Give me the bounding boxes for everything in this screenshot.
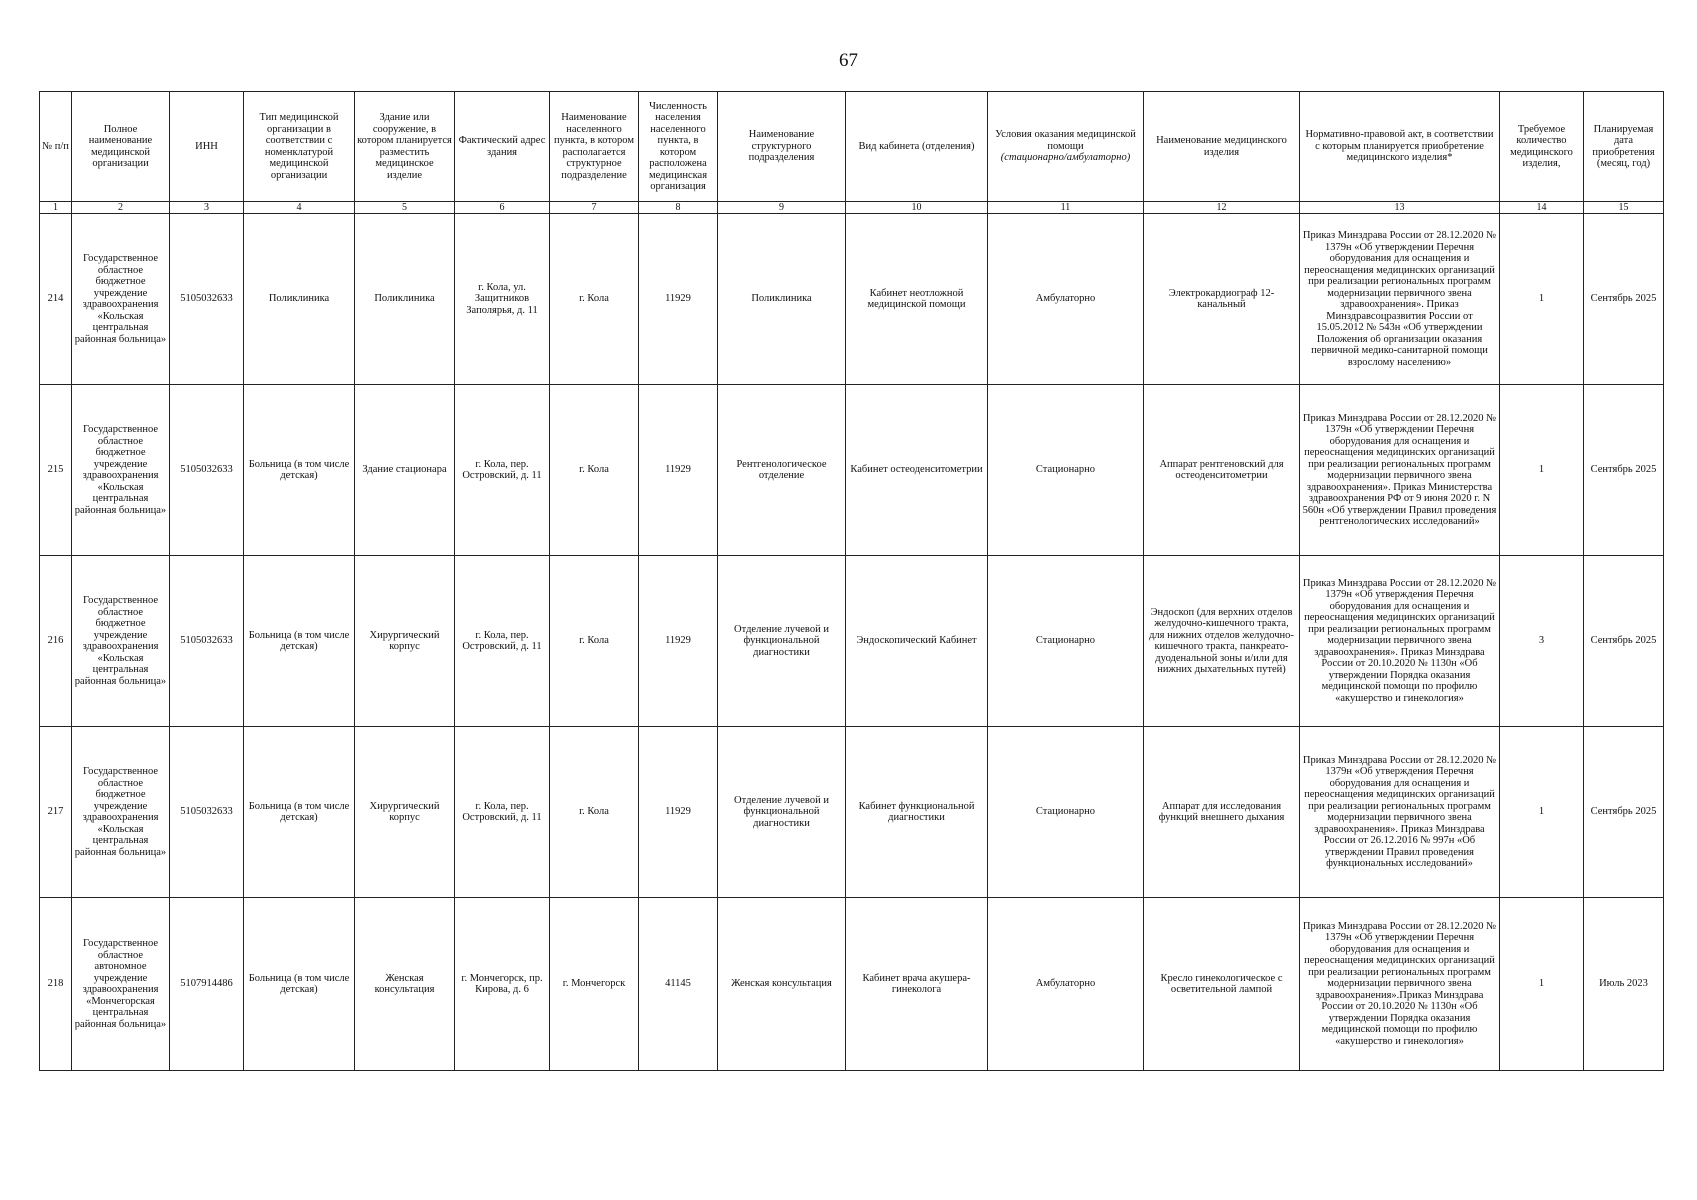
cell-inn: 5105032633 [170,214,244,385]
cell-device: Кресло гинекологическое с осветительной лампой [1144,898,1300,1071]
cell-number: 217 [40,727,72,898]
cell-device: Аппарат рентгеновский для остеоденситометрии [1144,385,1300,556]
cell-room: Эндоскопический Кабинет [846,556,988,727]
cell-number: 215 [40,385,72,556]
col-number: 5 [355,202,455,214]
cell-org-type: Больница (в том числе детская) [244,727,355,898]
cell-population: 11929 [639,556,718,727]
cell-legal-act: Приказ Минздрава России от 28.12.2020 № 1379н «Об утверждении Перечня оборудования для оснащения и переоснащения медицинских организаций при реализации региональных программ модернизации первичного звена здравоохранения». Приказ Минздравсоцразвития России от 15.05.2012 № 543н «Об утверждении Положения об организации оказания первичной медико-санитарной помощи взрослому населению» [1300,214,1500,385]
cell-address: г. Кола, пер. Островский, д. 11 [455,385,550,556]
cell-room: Кабинет неотложной медицинской помощи [846,214,988,385]
cell-date: Сентябрь 2025 [1584,214,1664,385]
col-number: 1 [40,202,72,214]
cell-unit: Поликлиника [718,214,846,385]
cell-date: Сентябрь 2025 [1584,727,1664,898]
col-number: 10 [846,202,988,214]
header-row [40,92,1664,202]
col-header-organization: Полное наименование медицинской организации [72,92,170,202]
cell-locality: г. Мончегорск [550,898,639,1071]
cell-legal-act: Приказ Минздрава России от 28.12.2020 № 1379н «Об утверждения Перечня оборудования для оснащения и переоснащения медицинских организаций при реализации региональных программ модернизации первичного звена здравоохранения». Приказ Минздрава России от 20.10.2020 № 1130н «Об утверждении Порядка оказания медицинской помощи по профилю «акушерство и гинекология» [1300,556,1500,727]
cell-organization: Государственное областное бюджетное учреждение здравоохранения «Кольская центральная районная больница» [72,385,170,556]
cell-device: Эндоскоп (для верхних отделов желудочно-кишечного тракта, для нижних отделов желудочно-кишечного тракта, панкреато-дуоденальной зоны и/или для нижних дыхательных путей) [1144,556,1300,727]
cell-org-type: Больница (в том числе детская) [244,898,355,1071]
cell-locality: г. Кола [550,556,639,727]
col-header-inn: ИНН [170,92,244,202]
cell-quantity: 1 [1500,898,1584,1071]
cell-org-type: Больница (в том числе детская) [244,556,355,727]
cell-address: г. Кола, пер. Островский, д. 11 [455,556,550,727]
cell-address: г. Кола, пер. Островский, д. 11 [455,727,550,898]
cell-inn: 5105032633 [170,556,244,727]
col-number: 14 [1500,202,1584,214]
col-header-building: Здание или сооружение, в котором планируется разместить медицинское изделие [355,92,455,202]
cell-population: 41145 [639,898,718,1071]
page-number: 67 [839,50,858,71]
col-header-unit: Наименование структурного подразделения [718,92,846,202]
col-number: 11 [988,202,1144,214]
cell-population: 11929 [639,727,718,898]
col-header-number: № п/п [40,92,72,202]
cell-quantity: 3 [1500,556,1584,727]
col-number: 2 [72,202,170,214]
cell-address: г. Кола, ул. Защитников Заполярья, д. 11 [455,214,550,385]
cell-organization: Государственное областное бюджетное учреждение здравоохранения «Кольская центральная районная больница» [72,727,170,898]
cell-organization: Государственное областное автономное учреждение здравоохранения «Мончегорская центральная районная больница» [72,898,170,1071]
cell-unit: Женская консультация [718,898,846,1071]
cell-organization: Государственное областное бюджетное учреждение здравоохранения «Кольская центральная районная больница» [72,214,170,385]
cell-date: Июль 2023 [1584,898,1664,1071]
col-number: 9 [718,202,846,214]
col-number: 12 [1144,202,1300,214]
col-number: 6 [455,202,550,214]
cell-conditions: Стационарно [988,727,1144,898]
table-row [40,898,1664,1071]
cell-org-type: Поликлиника [244,214,355,385]
cell-building: Поликлиника [355,214,455,385]
col-header-legal-act: Нормативно-правовой акт, в соответствии с которым планируется приобретение медицинского изделия* [1300,92,1500,202]
cell-inn: 5107914486 [170,898,244,1071]
cell-quantity: 1 [1500,727,1584,898]
col-header-conditions-title: Условия оказания медицинской помощи [995,129,1136,152]
cell-quantity: 1 [1500,214,1584,385]
cell-building: Здание стационара [355,385,455,556]
col-number: 7 [550,202,639,214]
cell-date: Сентябрь 2025 [1584,556,1664,727]
col-number: 3 [170,202,244,214]
table-row [40,214,1664,385]
col-number: 8 [639,202,718,214]
cell-number: 216 [40,556,72,727]
cell-legal-act: Приказ Минздрава России от 28.12.2020 № 1379н «Об утверждения Перечня оборудования для оснащения и переоснащения медицинских организаций при реализации региональных программ модернизации первичного звена здравоохранения». Приказ Минздрава России от 26.12.2016 № 997н «Об утверждении Правил проведения функциональных исследований» [1300,727,1500,898]
cell-quantity: 1 [1500,385,1584,556]
col-header-device: Наименование медицинского изделия [1144,92,1300,202]
cell-building: Хирургический корпус [355,556,455,727]
col-header-date: Планируемая дата приобретения (месяц, год) [1584,92,1664,202]
cell-unit: Отделение лучевой и функциональной диагностики [718,727,846,898]
col-number: 4 [244,202,355,214]
col-header-quantity: Требуемое количество медицинского изделия, [1500,92,1584,202]
cell-legal-act: Приказ Минздрава России от 28.12.2020 № 1379н «Об утверждении Перечня оборудования для оснащения и переоснащения медицинских организаций при реализации региональных программ модернизации первичного звена здравоохранения».Приказ Минздрава России от 20.10.2020 № 1130н «Об утверждении Порядка оказания медицинской помощи по профилю «акушерство и гинекология» [1300,898,1500,1071]
col-number: 15 [1584,202,1664,214]
cell-number: 214 [40,214,72,385]
cell-device: Электрокардиограф 12-канальный [1144,214,1300,385]
cell-building: Хирургический корпус [355,727,455,898]
cell-unit: Отделение лучевой и функциональной диагностики [718,556,846,727]
cell-building: Женская консультация [355,898,455,1071]
cell-locality: г. Кола [550,214,639,385]
column-number-row [40,202,1664,214]
cell-conditions: Стационарно [988,385,1144,556]
cell-conditions: Стационарно [988,556,1144,727]
col-header-population: Численность населения населенного пункта, в котором расположена медицинская организация [639,92,718,202]
cell-org-type: Больница (в том числе детская) [244,385,355,556]
col-header-conditions-subtitle: (стационарно/амбулаторно) [1000,152,1131,164]
cell-population: 11929 [639,214,718,385]
cell-inn: 5105032633 [170,385,244,556]
table-row [40,727,1664,898]
table-row [40,556,1664,727]
cell-locality: г. Кола [550,385,639,556]
cell-conditions: Амбулаторно [988,214,1144,385]
col-header-conditions [988,92,1144,202]
cell-unit: Рентгенологическое отделение [718,385,846,556]
cell-room: Кабинет врача акушера-гинеколога [846,898,988,1071]
table-row [40,385,1664,556]
cell-inn: 5105032633 [170,727,244,898]
cell-legal-act: Приказ Минздрава России от 28.12.2020 № 1379н «Об утверждении Перечня оборудования для оснащения и переоснащения медицинских организаций при реализации региональных программ модернизации первичного звена здравоохранения». Приказ Министерства здравоохранения РФ от 9 июня 2020 г. N 560н «Об утверждении Правил проведения рентгенологических исследований» [1300,385,1500,556]
col-number: 13 [1300,202,1500,214]
col-header-locality: Наименование населенного пункта, в котором располагается структурное подразделение [550,92,639,202]
cell-organization: Государственное областное бюджетное учреждение здравоохранения «Кольская центральная районная больница» [72,556,170,727]
cell-address: г. Мончегорск, пр. Кирова, д. 6 [455,898,550,1071]
cell-date: Сентябрь 2025 [1584,385,1664,556]
equipment-table [39,91,1664,1071]
cell-population: 11929 [639,385,718,556]
cell-room: Кабинет остеоденситометрии [846,385,988,556]
col-header-org-type: Тип медицинской организации в соответствии с номенклатурой медицинской организации [244,92,355,202]
cell-locality: г. Кола [550,727,639,898]
cell-number: 218 [40,898,72,1071]
cell-conditions: Амбулаторно [988,898,1144,1071]
col-header-room: Вид кабинета (отделения) [846,92,988,202]
col-header-address: Фактический адрес здания [455,92,550,202]
cell-device: Аппарат для исследования функций внешнего дыхания [1144,727,1300,898]
cell-room: Кабинет функциональной диагностики [846,727,988,898]
